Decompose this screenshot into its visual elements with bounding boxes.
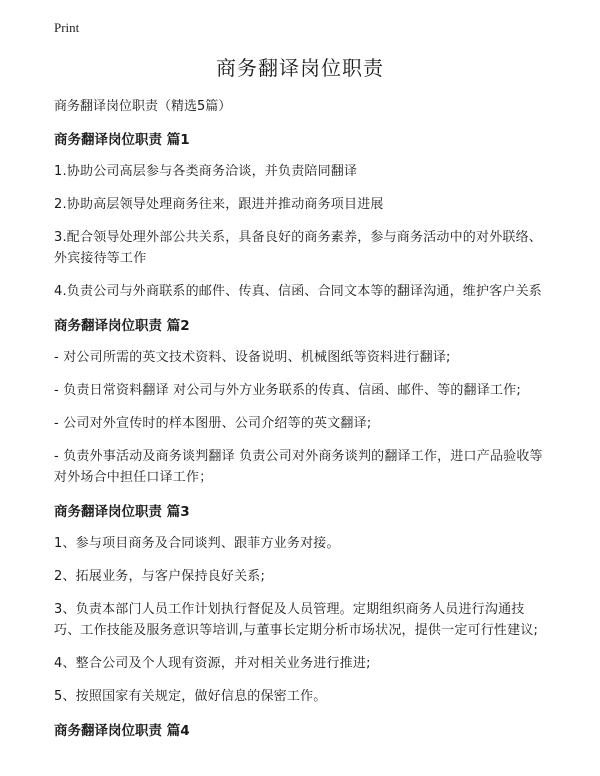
- paragraph: 3.配合领导处理外部公共关系，具备良好的商务素养，参与商务活动中的对外联络、外宾接待等工作: [54, 230, 543, 266]
- paragraph: 4.负责公司与外商联系的邮件、传真、信函、合同文本等的翻译沟通，维护客户关系: [54, 284, 543, 299]
- page-title: 商务翻译岗位职责: [216, 56, 384, 80]
- paragraph: - 公司对外宣传时的样本图册、公司介绍等的英文翻译;: [54, 416, 372, 431]
- section-1: [54, 128, 546, 302]
- paragraph: 4、整合公司及个人现有资源，并对相关业务进行推进;: [54, 656, 371, 671]
- paragraph: - 负责外事活动及商务谈判翻译 负责公司对外商务谈判的翻译工作，进口产品验收等对外场合中担任口译工作；: [54, 449, 543, 485]
- paragraph: 2、拓展业务，与客户保持良好关系;: [54, 569, 266, 584]
- section-heading: 商务翻译岗位职责 篇3: [54, 504, 190, 520]
- section-3: [54, 500, 546, 707]
- paragraph: - 对公司所需的英文技术资料、设备说明、机械图纸等资料进行翻译;: [54, 350, 451, 365]
- section-heading: 商务翻译岗位职责 篇4: [54, 723, 190, 739]
- paragraph: - 负责日常资料翻译 对公司与外方业务联系的传真、信函、邮件、等的翻译工作;: [54, 383, 521, 398]
- section-2: [54, 314, 546, 488]
- paragraph: 2.协助高层领导处理商务往来，跟进并推动商务项目进展: [54, 197, 384, 212]
- paragraph: 1.协助公司高层参与各类商务洽谈，并负责陪同翻译: [54, 164, 358, 179]
- section-heading: 商务翻译岗位职责 篇1: [54, 132, 190, 148]
- section-4: [54, 719, 546, 739]
- paragraph: 1、参与项目商务及合同谈判、跟菲方业务对接。: [54, 536, 340, 551]
- section-heading: 商务翻译岗位职责 篇2: [54, 318, 190, 334]
- paragraph: 3、负责本部门人员工作计划执行督促及人员管理。定期组织商务人员进行沟通技巧、工作技能及服务意识等培训,与董事长定期分析市场状况，提供一定可行性建议;: [54, 602, 539, 638]
- paragraph: 5、按照国家有关规定，做好信息的保密工作。: [54, 689, 327, 704]
- print-link[interactable]: Print: [54, 20, 80, 35]
- document-subtitle: 商务翻译岗位职责（精选5篇）: [54, 99, 232, 114]
